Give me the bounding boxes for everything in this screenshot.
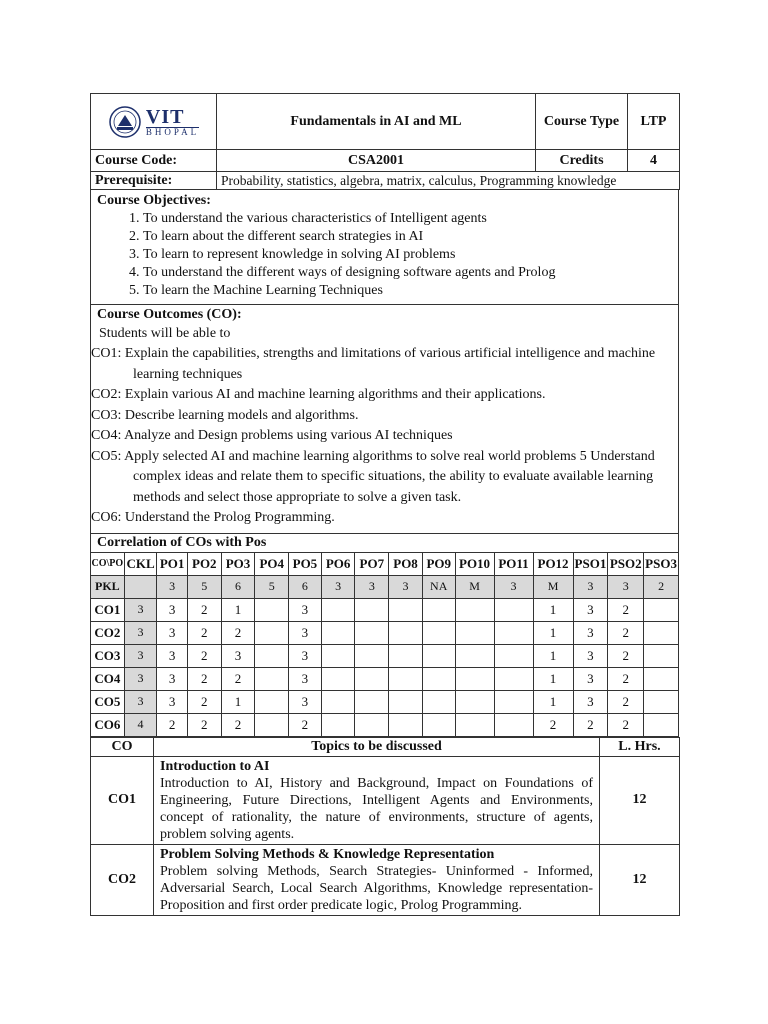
table-cell: 2 xyxy=(221,621,255,644)
correlation-header-cell: PO10 xyxy=(455,552,494,575)
table-cell: 2 xyxy=(187,667,221,690)
table-cell xyxy=(455,713,494,736)
table-cell: 3 xyxy=(289,667,322,690)
table-cell xyxy=(389,690,423,713)
row-label: CO3 xyxy=(91,644,125,667)
table-cell: 1 xyxy=(533,598,573,621)
correlation-header-cell: PO8 xyxy=(389,552,423,575)
table-row xyxy=(91,690,679,713)
topics-col-co: CO xyxy=(91,737,154,756)
row-label: CO2 xyxy=(91,621,125,644)
topic-co: CO2 xyxy=(91,844,154,915)
table-cell: 3 xyxy=(573,644,608,667)
table-cell xyxy=(321,621,355,644)
correlation-header-cell: PO11 xyxy=(494,552,533,575)
table-cell: 5 xyxy=(255,575,289,598)
table-cell: 3 xyxy=(221,644,255,667)
credits-value: 4 xyxy=(628,150,680,172)
logo-cell xyxy=(91,94,217,150)
table-cell xyxy=(455,667,494,690)
row-label: CO5 xyxy=(91,690,125,713)
table-cell: 3 xyxy=(124,667,157,690)
row-label: CO6 xyxy=(91,713,125,736)
logo-subtitle: BHOPAL xyxy=(145,126,200,137)
table-cell: 3 xyxy=(157,621,188,644)
table-cell: 1 xyxy=(533,644,573,667)
table-cell: 2 xyxy=(187,644,221,667)
table-cell xyxy=(321,667,355,690)
outcome-item: CO1: Explain the capabilities, strengths and limitations of various artificial intelligence and machine learning techniques xyxy=(91,346,656,382)
credits-label: Credits xyxy=(536,150,628,172)
course-title: Fundamentals in AI and ML xyxy=(217,94,536,150)
topic-hours: 12 xyxy=(600,756,680,844)
correlation-header-cell: PO5 xyxy=(289,552,322,575)
table-cell: 2 xyxy=(533,713,573,736)
table-cell: 1 xyxy=(221,598,255,621)
table-cell xyxy=(321,644,355,667)
table-cell: 4 xyxy=(124,713,157,736)
correlation-header-row xyxy=(91,552,679,575)
table-cell: 3 xyxy=(124,621,157,644)
table-row xyxy=(91,644,679,667)
logo-name: VIT xyxy=(145,105,185,128)
table-row xyxy=(91,756,680,844)
topic-body: Introduction to AI, History and Background, Impact on Foundations of Engineering, Future Directions, Intelligent Agents and Environments, concept of rationality, the nature of environments, structure of agents, problem solving agents. xyxy=(160,775,593,842)
table-cell: 2 xyxy=(187,598,221,621)
table-cell xyxy=(455,621,494,644)
table-cell: 3 xyxy=(573,598,608,621)
table-cell xyxy=(355,644,389,667)
table-cell: 3 xyxy=(355,575,389,598)
table-cell xyxy=(422,667,455,690)
table-cell xyxy=(422,690,455,713)
table-cell xyxy=(355,598,389,621)
table-cell: 2 xyxy=(187,621,221,644)
table-cell xyxy=(422,644,455,667)
table-cell xyxy=(321,713,355,736)
pkl-row xyxy=(91,575,679,598)
table-cell: 6 xyxy=(289,575,322,598)
table-row xyxy=(91,667,679,690)
table-cell xyxy=(355,667,389,690)
course-type-value: LTP xyxy=(628,94,680,150)
outcome-item: CO6: Understand the Prolog Programming. xyxy=(91,510,335,525)
table-cell xyxy=(255,713,289,736)
table-cell: 3 xyxy=(389,575,423,598)
prerequisite-value: Probability, statistics, algebra, matrix, calculus, Programming knowledge xyxy=(217,172,680,190)
table-cell: 3 xyxy=(573,690,608,713)
syllabus-document xyxy=(90,93,679,916)
table-cell: 3 xyxy=(608,575,644,598)
table-cell xyxy=(644,690,679,713)
table-cell: 3 xyxy=(124,690,157,713)
correlation-header-cell: PO1 xyxy=(157,552,188,575)
table-cell: 2 xyxy=(608,713,644,736)
correlation-header-cell: PSO3 xyxy=(644,552,679,575)
table-cell xyxy=(494,667,533,690)
table-cell: 2 xyxy=(608,667,644,690)
row-label: PKL xyxy=(91,575,125,598)
topics-col-topics: Topics to be discussed xyxy=(154,737,600,756)
list-item: 5. To learn the Machine Learning Techniques xyxy=(143,282,672,300)
topic-hours: 12 xyxy=(600,844,680,915)
table-cell: 3 xyxy=(321,575,355,598)
correlation-header-cell: PO6 xyxy=(321,552,355,575)
topic-title: Introduction to AI xyxy=(160,758,270,774)
table-cell: 3 xyxy=(289,690,322,713)
objectives-list xyxy=(97,210,672,300)
table-row xyxy=(91,844,680,915)
table-cell: 2 xyxy=(157,713,188,736)
course-type-label: Course Type xyxy=(536,94,628,150)
table-cell: 2 xyxy=(608,598,644,621)
outcome-item: CO5: Apply selected AI and machine learning algorithms to solve real world problems 5 Understand complex ideas and relate them to specific situations, the ability to evaluate available learning methods and select those appropriate to solve a given task. xyxy=(91,448,655,505)
table-cell: 1 xyxy=(533,690,573,713)
table-cell: 3 xyxy=(289,598,322,621)
row-label: CO4 xyxy=(91,667,125,690)
table-cell xyxy=(255,667,289,690)
list-item: 1. To understand the various characteristics of Intelligent agents xyxy=(143,210,672,228)
topic-cell xyxy=(154,844,600,915)
table-cell: 2 xyxy=(187,690,221,713)
table-cell xyxy=(494,644,533,667)
table-cell xyxy=(644,667,679,690)
table-cell: 1 xyxy=(533,621,573,644)
topic-co: CO1 xyxy=(91,756,154,844)
table-cell xyxy=(255,690,289,713)
table-cell xyxy=(644,713,679,736)
table-cell xyxy=(255,598,289,621)
correlation-header-cell: PO12 xyxy=(533,552,573,575)
outcome-item: CO3: Describe learning models and algorithms. xyxy=(91,407,359,423)
table-cell: 2 xyxy=(187,713,221,736)
table-cell xyxy=(455,644,494,667)
table-cell xyxy=(389,644,423,667)
list-item: 2. To learn about the different search strategies in AI xyxy=(143,228,672,246)
table-cell: 3 xyxy=(289,621,322,644)
table-cell xyxy=(494,598,533,621)
outcomes-title: Course Outcomes (CO): xyxy=(97,307,242,322)
prerequisite-label: Prerequisite: xyxy=(91,172,217,190)
correlation-header-cell: PSO1 xyxy=(573,552,608,575)
table-cell xyxy=(255,644,289,667)
correlation-header-cell: PO9 xyxy=(422,552,455,575)
topic-title: Problem Solving Methods & Knowledge Representation xyxy=(160,846,495,862)
topic-cell xyxy=(154,756,600,844)
table-cell: 3 xyxy=(157,644,188,667)
vit-emblem-icon xyxy=(108,105,142,139)
table-cell xyxy=(389,713,423,736)
table-cell: 3 xyxy=(157,575,188,598)
table-cell: 2 xyxy=(608,621,644,644)
table-cell xyxy=(644,598,679,621)
table-cell xyxy=(494,621,533,644)
course-code-label: Course Code: xyxy=(91,150,217,172)
table-cell xyxy=(355,690,389,713)
row-label: CO1 xyxy=(91,598,125,621)
list-item: 4. To understand the different ways of designing software agents and Prolog xyxy=(143,264,672,282)
topics-col-hours: L. Hrs. xyxy=(600,737,680,756)
table-row xyxy=(91,713,679,736)
table-cell xyxy=(255,621,289,644)
table-cell xyxy=(455,690,494,713)
correlation-header-cell: PO7 xyxy=(355,552,389,575)
outcome-item: CO2: Explain various AI and machine learning algorithms and their applications. xyxy=(91,387,546,402)
course-outcomes xyxy=(90,305,679,534)
course-code-value: CSA2001 xyxy=(217,150,536,172)
table-cell: 3 xyxy=(573,621,608,644)
correlation-table xyxy=(90,552,679,737)
table-cell xyxy=(644,644,679,667)
table-cell: 1 xyxy=(221,690,255,713)
table-cell xyxy=(389,621,423,644)
table-cell: 2 xyxy=(573,713,608,736)
table-cell: 3 xyxy=(289,644,322,667)
table-cell: 2 xyxy=(289,713,322,736)
table-cell: 2 xyxy=(644,575,679,598)
table-cell: 3 xyxy=(573,667,608,690)
correlation-header-cell: CKL xyxy=(124,552,157,575)
table-cell xyxy=(422,713,455,736)
correlation-header-cell: PO3 xyxy=(221,552,255,575)
table-cell: 3 xyxy=(157,667,188,690)
correlation-title: Correlation of COs with Pos xyxy=(90,534,679,552)
table-cell xyxy=(321,690,355,713)
table-cell: 3 xyxy=(494,575,533,598)
table-cell: 3 xyxy=(157,598,188,621)
course-objectives xyxy=(90,190,679,305)
table-row xyxy=(91,598,679,621)
correlation-header-cell: PO2 xyxy=(187,552,221,575)
table-cell: 2 xyxy=(221,713,255,736)
correlation-header-cell: PSO2 xyxy=(608,552,644,575)
table-cell: 1 xyxy=(533,667,573,690)
table-cell: NA xyxy=(422,575,455,598)
course-header-table xyxy=(90,93,680,190)
table-cell xyxy=(389,667,423,690)
table-cell xyxy=(494,690,533,713)
table-row xyxy=(91,621,679,644)
table-cell xyxy=(321,598,355,621)
table-cell xyxy=(455,598,494,621)
table-cell: M xyxy=(533,575,573,598)
outcome-item: CO4: Analyze and Design problems using various AI techniques xyxy=(91,428,453,443)
table-cell xyxy=(494,713,533,736)
table-cell: 3 xyxy=(124,644,157,667)
table-cell xyxy=(355,621,389,644)
table-cell xyxy=(422,621,455,644)
table-cell: 2 xyxy=(608,690,644,713)
topic-body: Problem solving Methods, Search Strategies- Uninformed - Informed, Adversarial Search, Local Search Algorithms, Knowledge representation- Proposition and first order predicate logic, Prolog Programming. xyxy=(160,863,593,913)
table-cell: 2 xyxy=(221,667,255,690)
table-cell: 6 xyxy=(221,575,255,598)
topics-table xyxy=(90,737,680,916)
table-cell: 5 xyxy=(187,575,221,598)
table-cell xyxy=(355,713,389,736)
table-cell: 2 xyxy=(608,644,644,667)
table-cell xyxy=(389,598,423,621)
table-cell xyxy=(124,575,157,598)
vit-bhopal-logo xyxy=(95,105,212,139)
table-cell xyxy=(422,598,455,621)
objectives-title: Course Objectives: xyxy=(97,193,211,208)
table-cell: 3 xyxy=(573,575,608,598)
table-cell: M xyxy=(455,575,494,598)
outcomes-intro: Students will be able to xyxy=(99,326,231,341)
table-cell: 3 xyxy=(157,690,188,713)
table-cell xyxy=(644,621,679,644)
correlation-header-cell: CO\PO xyxy=(91,552,125,575)
table-cell: 3 xyxy=(124,598,157,621)
list-item: 3. To learn to represent knowledge in solving AI problems xyxy=(143,246,672,264)
correlation-header-cell: PO4 xyxy=(255,552,289,575)
